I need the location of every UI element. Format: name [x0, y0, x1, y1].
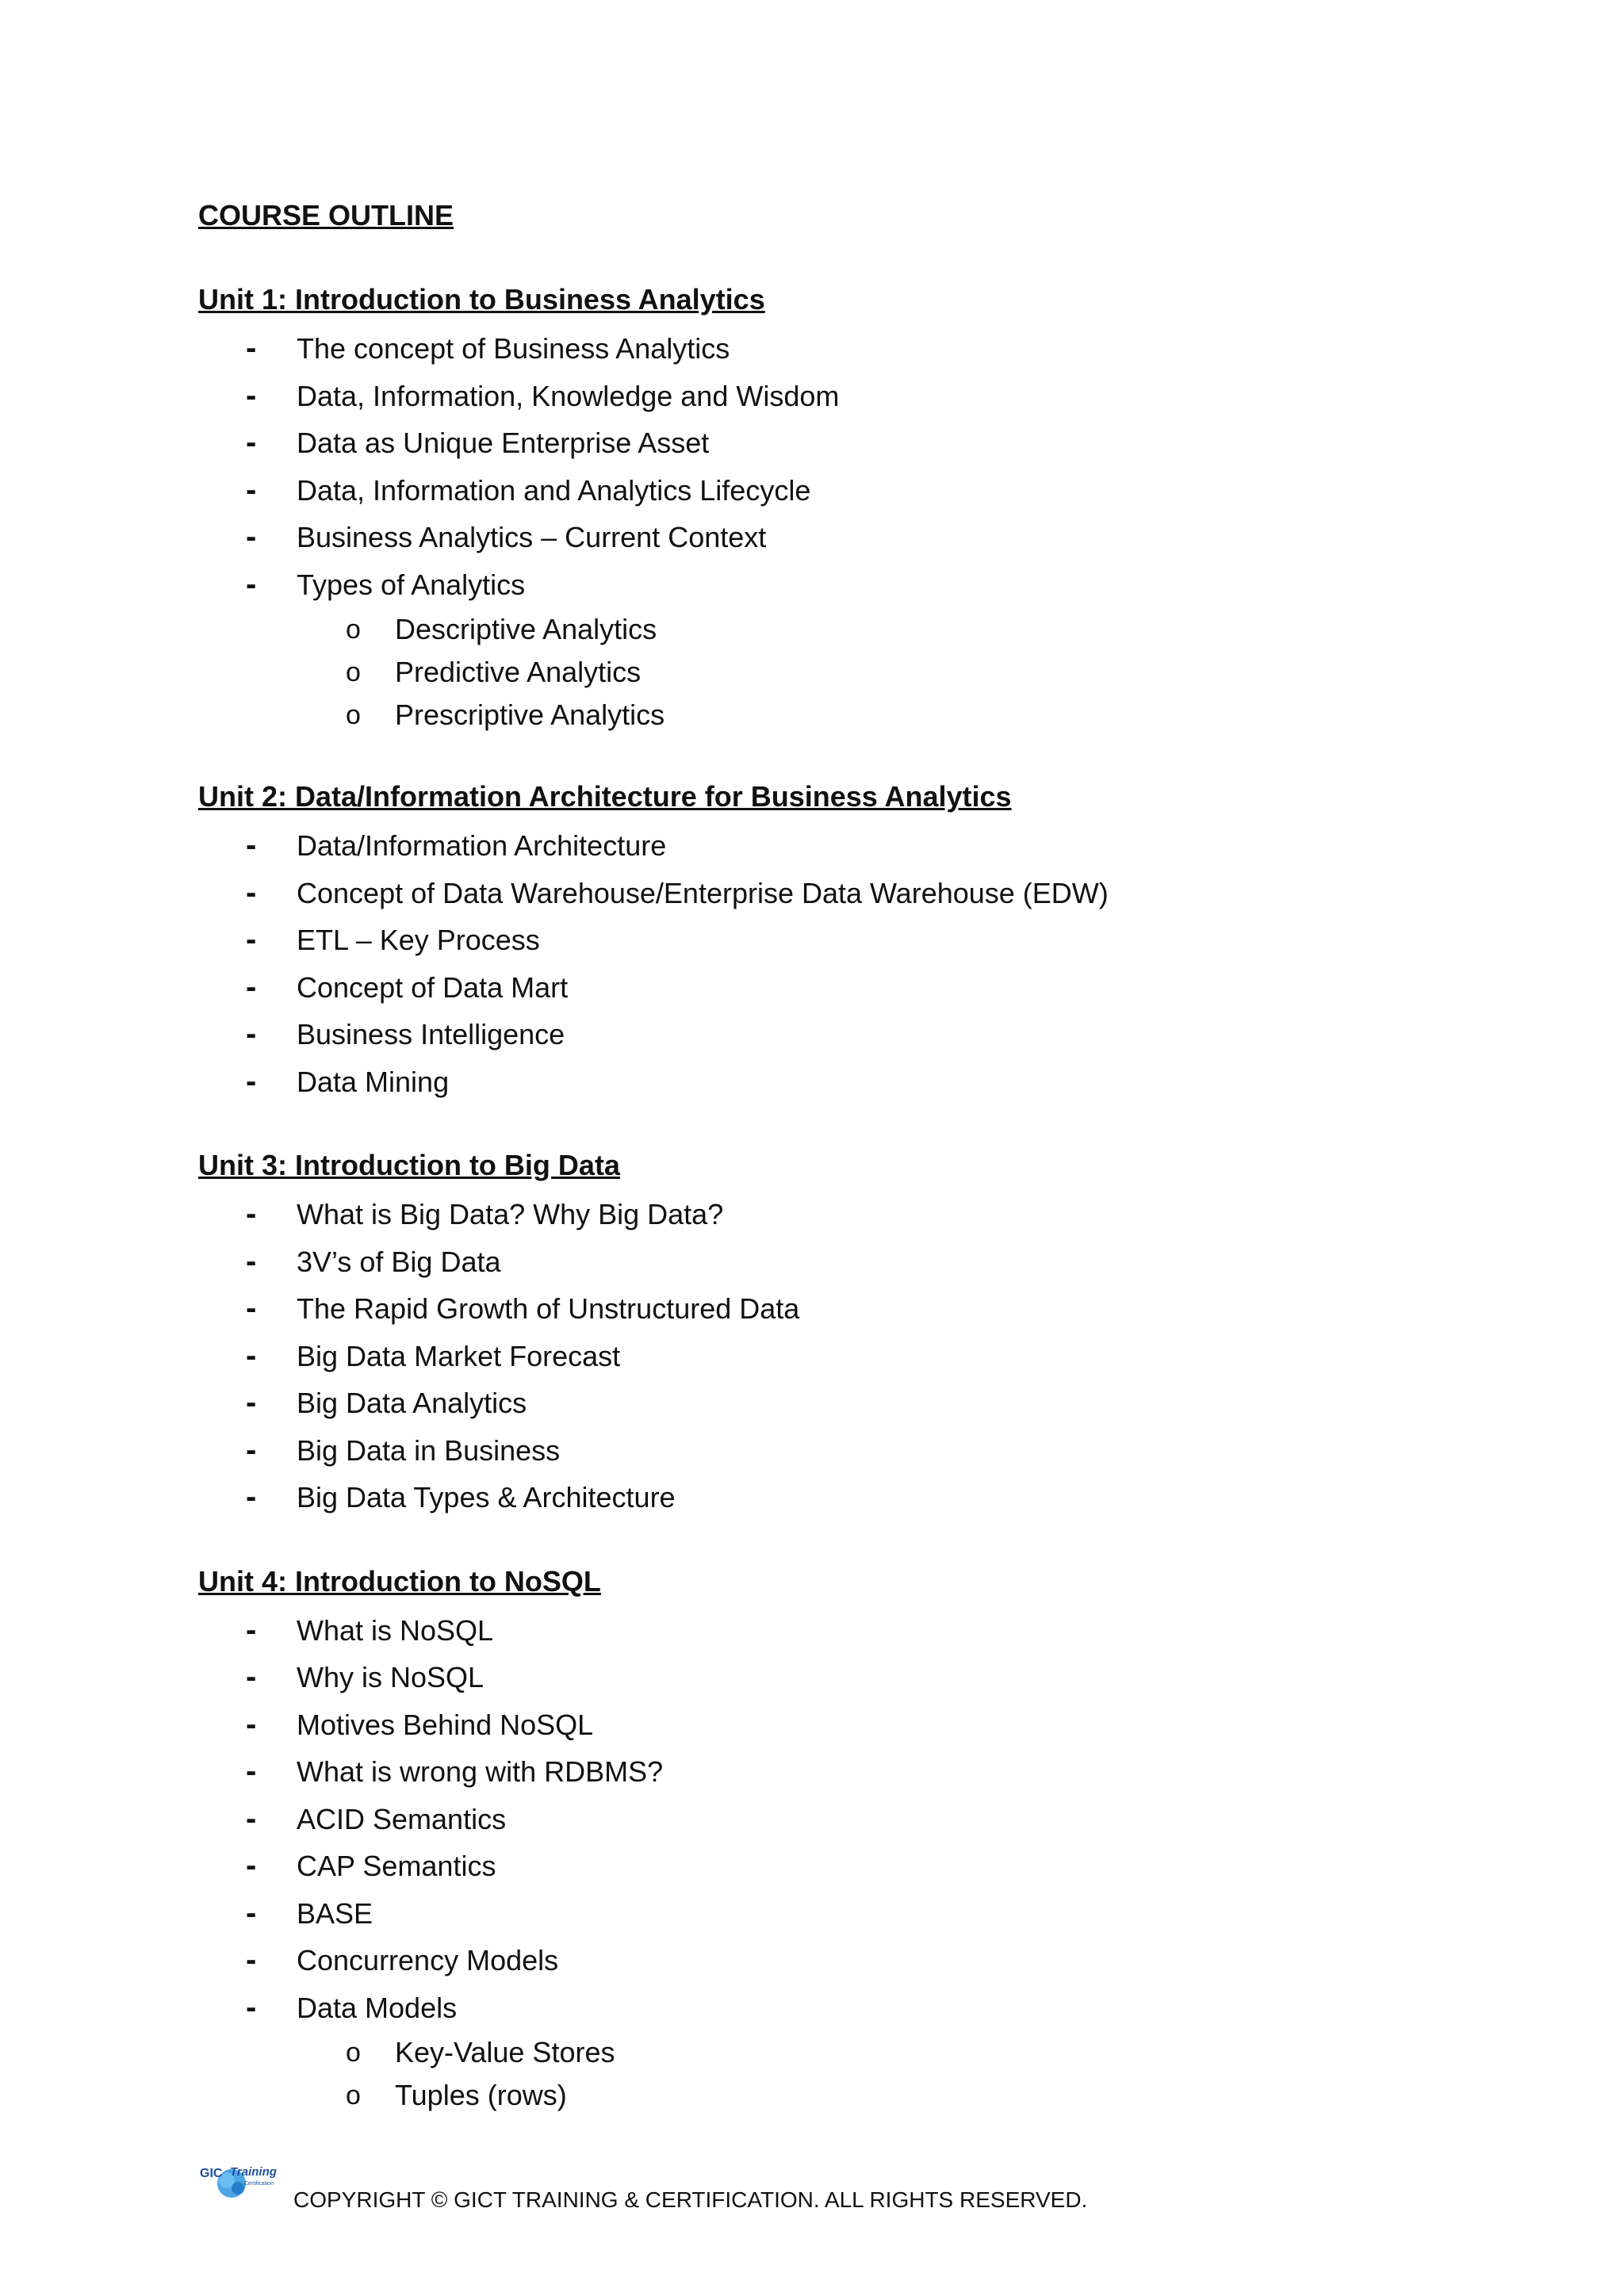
- list-item-label: BASE: [297, 1896, 373, 1930]
- sub-list-item: [198, 608, 1546, 651]
- list-item-label: ACID Semantics: [297, 1802, 507, 1835]
- dash-bullet-icon: -: [246, 472, 257, 507]
- list-item-label: CAP Semantics: [297, 1850, 496, 1882]
- dash-bullet-icon: -: [246, 1337, 257, 1373]
- circle-bullet-icon: o: [346, 2080, 361, 2110]
- dash-bullet-icon: -: [246, 1243, 257, 1279]
- dash-bullet-icon: -: [246, 1706, 257, 1742]
- list-item-label: Business Analytics – Current Context: [297, 521, 767, 553]
- dash-bullet-icon: -: [246, 1942, 257, 1977]
- list-item-label: Concept of Data Warehouse/Enterprise Data Warehouse (EDW): [297, 876, 1109, 909]
- list-item: [198, 870, 1546, 917]
- dash-bullet-icon: -: [246, 922, 257, 957]
- dash-bullet-icon: -: [246, 1479, 257, 1514]
- circle-bullet-icon: o: [346, 614, 361, 645]
- list-item: [198, 1890, 1546, 1938]
- list-item: [198, 1285, 1546, 1333]
- list-item-label: Big Data Analytics: [297, 1387, 527, 1419]
- list-item-label: Big Data in Business: [297, 1433, 561, 1467]
- list-item-label: Big Data Market Forecast: [297, 1339, 621, 1372]
- list-item: [198, 1380, 1546, 1427]
- unit-heading: Unit 3: Introduction to Big Data: [198, 1149, 620, 1181]
- list-item-label: Data Mining: [297, 1065, 450, 1098]
- dash-bullet-icon: -: [246, 1385, 257, 1420]
- unit-section: [198, 775, 1546, 1105]
- dash-bullet-icon: -: [246, 1754, 257, 1789]
- circle-bullet-icon: o: [346, 2038, 361, 2068]
- list-item-label: 3V’s of Big Data: [297, 1245, 501, 1278]
- list-item-label: The Rapid Growth of Unstructured Data: [297, 1292, 800, 1325]
- svg-text:Training: Training: [230, 2165, 277, 2179]
- list-item: [198, 373, 1546, 420]
- dash-bullet-icon: -: [246, 1291, 257, 1326]
- list-item: [198, 822, 1546, 870]
- circle-bullet-icon: o: [346, 657, 361, 687]
- svg-text:Certification: Certification: [244, 2181, 274, 2187]
- list-item-label: What is Big Data? Why Big Data?: [297, 1198, 724, 1230]
- list-item: [198, 916, 1546, 964]
- list-item-label: Business Intelligence: [297, 1018, 565, 1050]
- dash-bullet-icon: -: [246, 1895, 257, 1931]
- dash-bullet-icon: -: [246, 1989, 257, 2025]
- dash-bullet-icon: -: [246, 1612, 257, 1647]
- list-item-label: Data, Information and Analytics Lifecycle: [297, 473, 811, 507]
- sub-list-item-label: Prescriptive Analytics: [395, 698, 665, 731]
- list-item-label: Motives Behind NoSQL: [297, 1708, 594, 1741]
- dash-bullet-icon: -: [246, 1063, 257, 1099]
- dash-bullet-icon: -: [246, 969, 257, 1004]
- unit-section: [198, 277, 1546, 737]
- unit-list: [198, 277, 1546, 2117]
- list-item-label: Concurrency Models: [297, 1944, 559, 1976]
- list-item: [198, 1748, 1546, 1796]
- dash-bullet-icon: -: [246, 377, 257, 413]
- list-item: [198, 1333, 1546, 1380]
- dash-bullet-icon: -: [246, 1659, 257, 1694]
- list-item: [198, 1607, 1546, 1655]
- sub-list-item: [198, 2074, 1546, 2117]
- unit-heading: Unit 4: Introduction to NoSQL: [198, 1564, 601, 1598]
- list-item: [198, 964, 1546, 1012]
- dash-bullet-icon: -: [246, 1800, 257, 1836]
- sub-list-item: [198, 694, 1546, 737]
- dash-bullet-icon: -: [246, 1848, 257, 1883]
- list-item: [198, 561, 1546, 609]
- list-item: [198, 1238, 1546, 1286]
- dash-bullet-icon: -: [246, 425, 257, 460]
- list-item-label: Data, Information, Knowledge and Wisdom: [297, 379, 840, 412]
- list-item-label: What is NoSQL: [297, 1613, 494, 1647]
- svg-text:GIC: GIC: [200, 2167, 223, 2180]
- dash-bullet-icon: -: [246, 1016, 257, 1051]
- list-item-label: ETL – Key Process: [297, 924, 540, 956]
- list-item: [198, 325, 1546, 373]
- unit-section: [198, 1143, 1546, 1521]
- dash-bullet-icon: -: [246, 331, 257, 365]
- list-item: [198, 1843, 1546, 1890]
- list-item: [198, 467, 1546, 515]
- sub-list-item-label: Key-Value Stores: [395, 2036, 615, 2068]
- sub-list-item: [198, 2031, 1546, 2074]
- gict-logo-icon: [198, 2155, 285, 2204]
- list-item-label: Big Data Types & Architecture: [297, 1481, 676, 1513]
- list-item: [198, 1474, 1546, 1521]
- list-item: [198, 1796, 1546, 1843]
- list-item: [198, 1011, 1546, 1058]
- list-item: [198, 514, 1546, 561]
- dash-bullet-icon: -: [246, 566, 257, 602]
- list-item: [198, 1427, 1546, 1475]
- list-item: [198, 1058, 1546, 1106]
- list-item: [198, 1191, 1546, 1238]
- list-item-label: Concept of Data Mart: [297, 970, 569, 1004]
- course-outline: [198, 193, 1546, 2155]
- list-item-label: Data Models: [297, 1991, 458, 2024]
- dash-bullet-icon: -: [246, 1432, 257, 1468]
- list-item-label: Data/Information Architecture: [297, 829, 667, 862]
- dash-bullet-icon: -: [246, 1196, 257, 1231]
- sub-list-item-label: Descriptive Analytics: [395, 613, 657, 645]
- list-item: [198, 1654, 1546, 1701]
- list-item-label: What is wrong with RDBMS?: [297, 1755, 664, 1788]
- list-item-label: Types of Analytics: [297, 568, 526, 601]
- dash-bullet-icon: -: [246, 828, 257, 863]
- list-item: [198, 1984, 1546, 2032]
- dash-bullet-icon: -: [246, 519, 257, 554]
- list-item-label: The concept of Business Analytics: [297, 332, 730, 365]
- sub-list-item: [198, 651, 1546, 694]
- circle-bullet-icon: o: [346, 700, 361, 730]
- copyright-footer: COPYRIGHT © GICT TRAINING & CERTIFICATION. ALL RIGHTS RESERVED.: [293, 2187, 1088, 2212]
- page-title: COURSE OUTLINE: [198, 199, 454, 232]
- sub-list-item-label: Tuples (rows): [395, 2079, 567, 2111]
- dash-bullet-icon: -: [246, 874, 257, 910]
- list-item-label: Data as Unique Enterprise Asset: [297, 427, 710, 459]
- list-item: [198, 1937, 1546, 1984]
- list-item: [198, 1701, 1546, 1749]
- unit-heading: Unit 1: Introduction to Business Analytics: [198, 283, 765, 316]
- sub-list-item-label: Predictive Analytics: [395, 656, 642, 688]
- unit-section: [198, 1559, 1546, 2118]
- unit-heading: Unit 2: Data/Information Architecture for Business Analytics: [198, 780, 1012, 813]
- gict-logo: [198, 2155, 285, 2204]
- list-item-label: Why is NoSQL: [297, 1661, 485, 1693]
- list-item: [198, 419, 1546, 467]
